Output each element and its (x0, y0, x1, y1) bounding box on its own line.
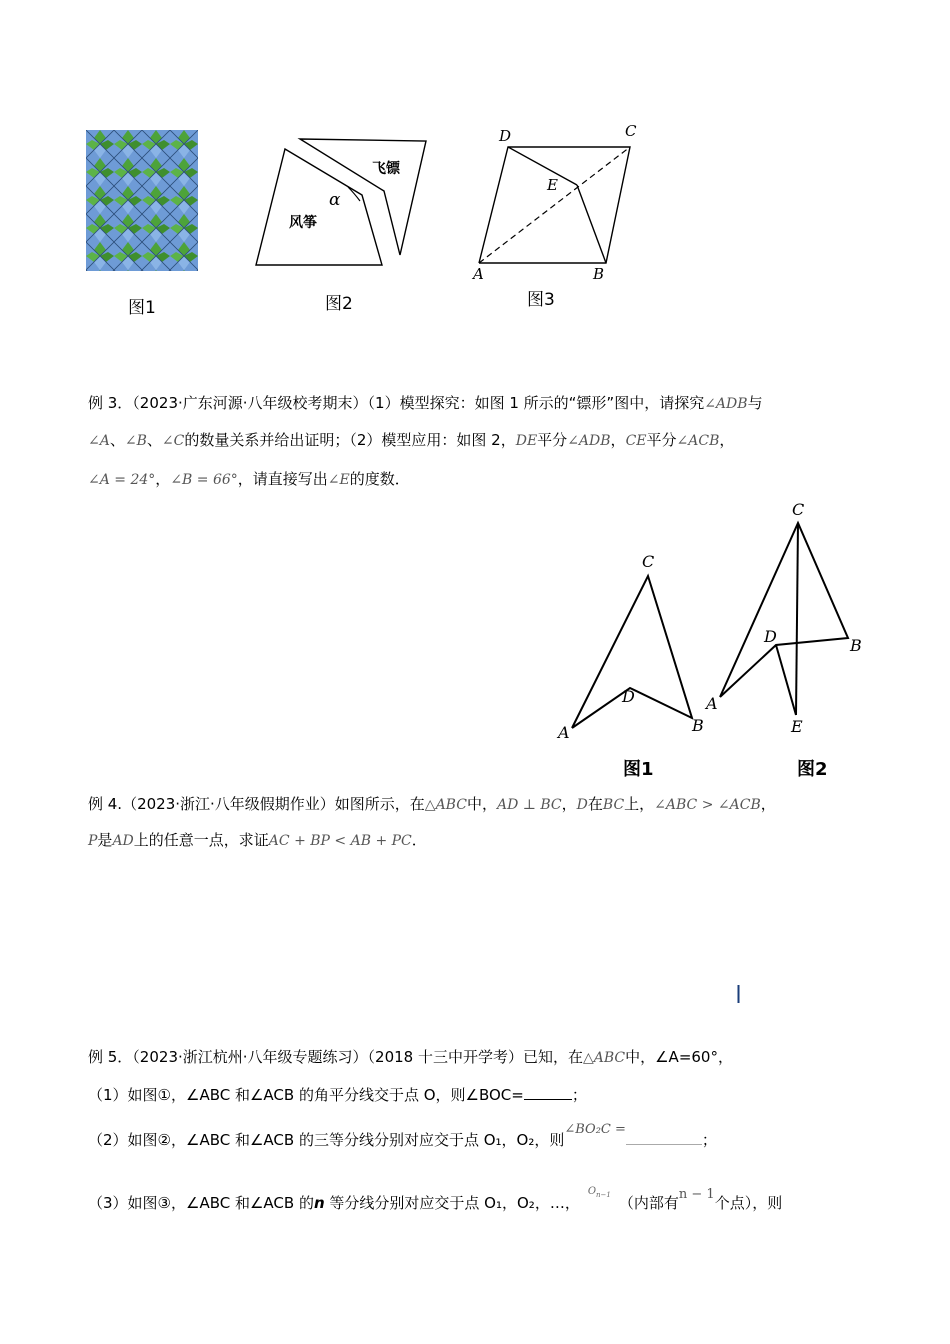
ex5-line4: （3）如图③，∠ABC 和∠ACB 的n 等分线分别对应交于点 O₁，O₂，…，$^{O_{n-1}}$ （内部有n − 1个点），则 (88, 1186, 783, 1212)
kite-dart-figure (250, 135, 435, 270)
ex3-fig2-label-B: B (850, 636, 862, 655)
ex3-line3: ∠A = 24°，∠B = 66°，请直接写出∠E的度数． (88, 470, 410, 488)
fig3-label-D: D (499, 127, 512, 145)
answer-blank-2[interactable] (626, 1134, 702, 1145)
ex3-fig1-label-D: D (622, 687, 635, 706)
fig3-caption: 图3 (527, 290, 555, 310)
ex3-fig2-label-C: C (792, 500, 805, 519)
tiling-figure (86, 130, 198, 271)
ex3-fig1-caption: 图1 (623, 759, 654, 780)
fig3-label-B: B (593, 265, 605, 283)
ex5-line2: （1）如图①，∠ABC 和∠ACB 的角平分线交于点 O，则∠BOC= ； (88, 1086, 587, 1104)
ex3-fig2-label-D: D (764, 627, 777, 646)
ex4-line2: P是AD上的任意一点，求证AC + BP < AB + PC． (88, 831, 427, 849)
ex3-fig2-label-A: A (706, 694, 718, 713)
ex4-line1: 例 4.（2023·浙江·八年级假期作业）如图所示，在△ABC中，AD ⊥ BC，D在BC上，∠ABC > ∠ACB， (88, 795, 776, 813)
kite-label: 风筝 (289, 215, 317, 231)
ex3-fig2-caption: 图2 (797, 759, 828, 780)
ex3-fig1-label-B: B (692, 716, 704, 735)
dart-label: 飞镖 (372, 161, 400, 177)
fig1-caption: 图1 (128, 298, 156, 318)
ex5-line1: 例 5．（2023·浙江杭州·八年级专题练习）（2018 十三中开学考）已知，在△ABC中，∠A=60°， (88, 1048, 733, 1066)
ex3-fig1-label-A: A (558, 723, 570, 742)
ex3-line1: 例 3．（2023·广东河源·八年级校考期末）（1）模型探究：如图 1 所示的“镖形”图中，请探究∠ADB与 (88, 394, 763, 412)
alpha-label: α (329, 190, 341, 210)
answer-blank-1[interactable] (524, 1085, 572, 1100)
fig3-label-C: C (625, 122, 637, 140)
dart-shape-figure-2 (710, 515, 855, 725)
fig3-label-E: E (547, 176, 558, 194)
ex3-line2: ∠A、∠B、∠C的数量关系并给出证明；（2）模型应用：如图 2，DE平分∠ADB，CE平分∠ACB， (88, 431, 735, 449)
quadrilateral-figure (470, 120, 650, 280)
fig2-caption: 图2 (325, 294, 353, 314)
dart-shape-figure-1 (560, 560, 710, 740)
fig3-label-A: A (473, 265, 484, 283)
ex3-fig1-label-C: C (642, 552, 655, 571)
ex5-line3: （2）如图②，∠ABC 和∠ACB 的三等分线分别对应交于点 O₁，O₂，则∠BO₂C =； (88, 1122, 717, 1149)
text-cursor-mark (737, 985, 740, 1003)
ex3-fig2-label-E: E (791, 717, 803, 736)
